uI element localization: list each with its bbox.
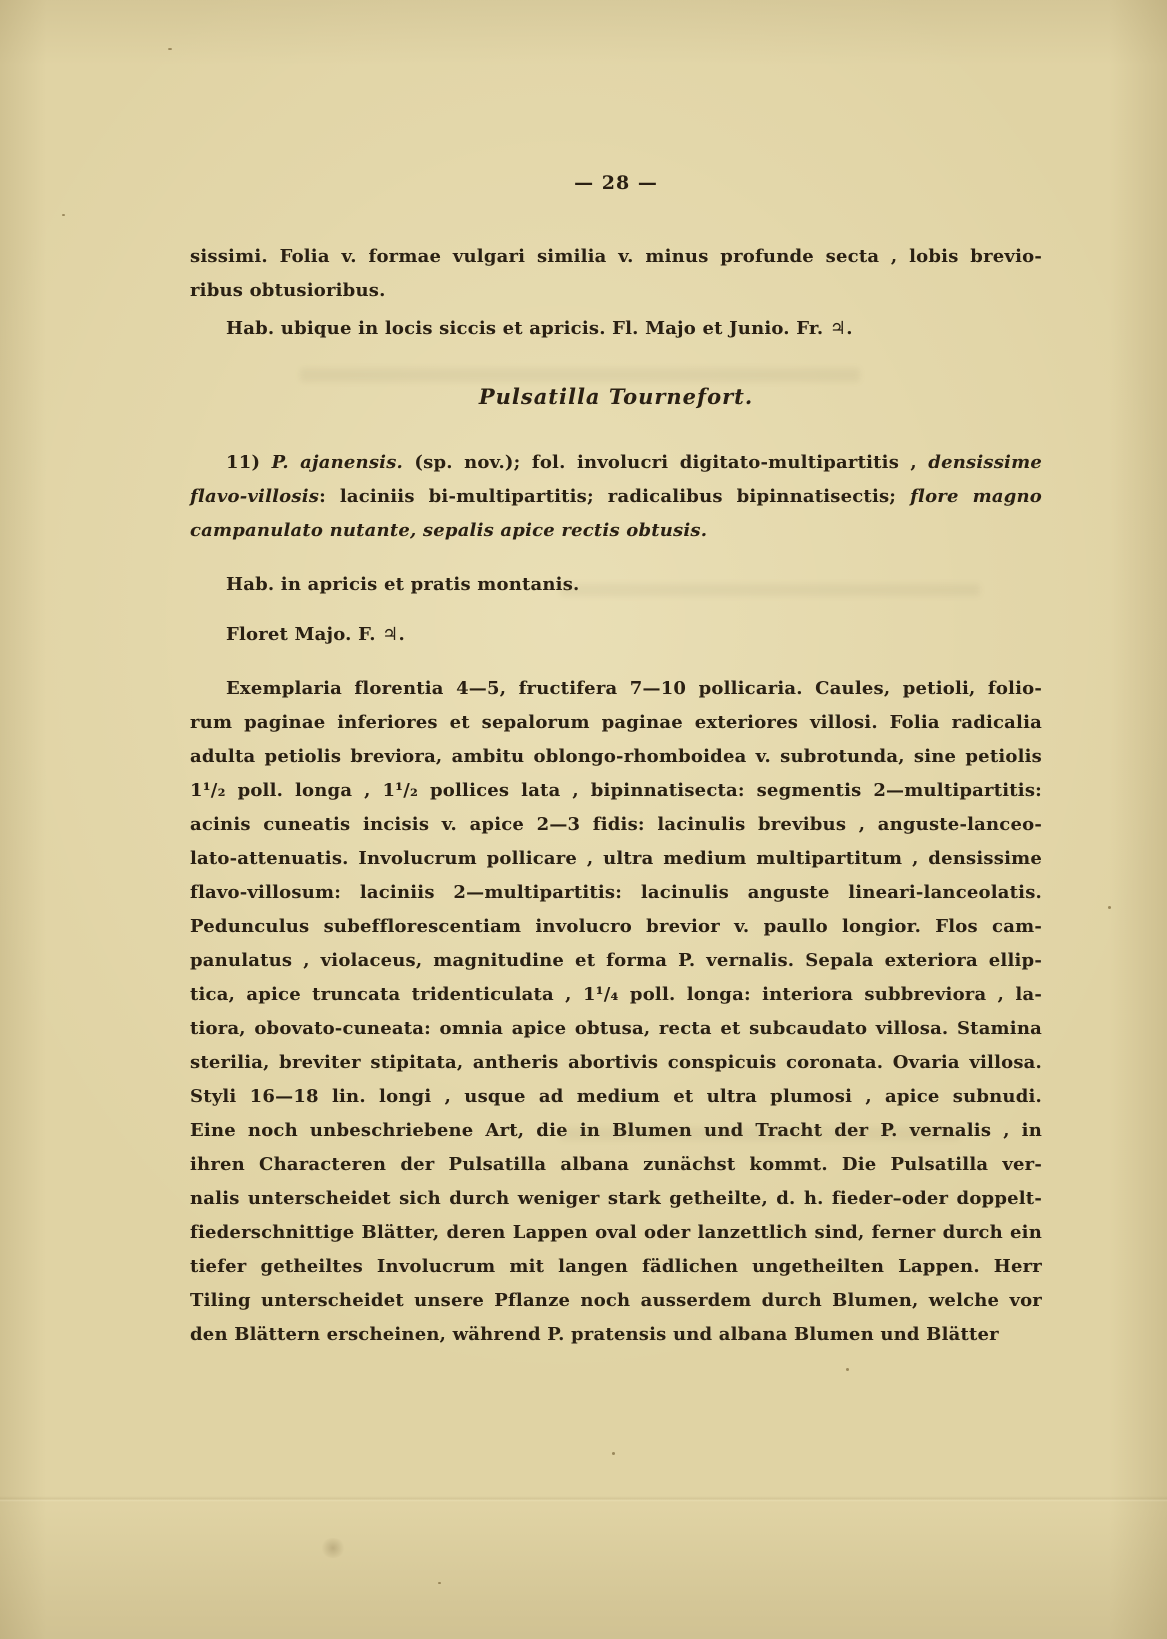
text-line xyxy=(190,480,1042,514)
floret-line xyxy=(190,618,1042,652)
species-diagnosis-paragraph xyxy=(190,446,1042,548)
page-number: — 28 — xyxy=(574,172,658,194)
paper-speck xyxy=(168,48,172,50)
text-line xyxy=(190,514,1042,548)
paper-crease xyxy=(0,1496,1167,1502)
text-line: adulta petiolis breviora, ambitu oblongo-rhomboidea v. subrotunda, sine petiolis xyxy=(190,746,1042,767)
text-line xyxy=(190,446,1042,480)
italic-text-segment: campanulato nutante, sepalis apice rectis obtusis. xyxy=(190,520,708,541)
text-line: 1¹/₂ poll. longa , 1¹/₂ pollices lata , bipinnatisecta: segmentis 2—multipartitis: xyxy=(190,780,1042,801)
text-line: tiora, obovato-cuneata: omnia apice obtusa, recta et subcaudato villosa. Stamina xyxy=(190,1018,1042,1039)
text-line: Hab. in apricis et pratis montanis. xyxy=(226,574,580,595)
habitat-ubique-line xyxy=(190,312,1042,346)
text-line: Styli 16—18 lin. longi , usque ad medium et ultra plumosi , apice subnudi. xyxy=(190,1086,1042,1107)
text-line: sissimi. Folia v. formae vulgari similia v. minus profunde secta , lobis brevio- xyxy=(190,246,1042,267)
text-segment: (sp. nov.); fol. involucri digitato-multipartitis , xyxy=(403,452,929,473)
text-line: Eine noch unbeschriebene Art, die in Blumen und Tracht der P. vernalis , in xyxy=(190,1120,1042,1141)
text-line: tica, apice truncata tridenticulata , 1¹/₄ poll. longa: interiora subbreviora , la- xyxy=(190,984,1042,1005)
text-line: tiefer getheiltes Involucrum mit langen fädlichen ungetheilten Lappen. Herr xyxy=(190,1256,1042,1277)
genus-heading: Pulsatilla Tournefort. xyxy=(478,384,754,409)
text-line: ribus obtusioribus. xyxy=(190,280,386,301)
paper-speck xyxy=(612,1452,615,1455)
description-paragraph xyxy=(190,672,1042,1352)
text-segment: : laciniis bi-multipartitis; radicalibus bipinnatisectis; xyxy=(319,486,911,507)
text-line: Pedunculus subefflorescentiam involucro brevior v. paullo longior. Flos cam- xyxy=(190,916,1042,937)
text-line: ihren Characteren der Pulsatilla albana zunächst kommt. Die Pulsatilla ver- xyxy=(190,1154,1042,1175)
text-line: flavo-villosum: laciniis 2—multipartitis: lacinulis anguste lineari-lanceolatis. xyxy=(190,882,1042,903)
text-line: sterilia, breviter stipitata, antheris abortivis conspicuis coronata. Ovaria villosa. xyxy=(190,1052,1042,1073)
text-line: Hab. ubique in locis siccis et apricis. Fl. Majo et Junio. Fr. ♃. xyxy=(226,318,853,339)
paper-speck xyxy=(846,1368,849,1371)
paper-speck xyxy=(438,1582,441,1584)
text-line: den Blättern erscheinen, während P. pratensis und albana Blumen und Blätter xyxy=(190,1324,999,1345)
text-line: Floret Majo. F. ♃. xyxy=(226,624,405,645)
italic-text-segment: flore magno xyxy=(910,486,1042,507)
italic-text-segment: flavo-villosis xyxy=(190,486,320,507)
paper-speck xyxy=(62,214,65,216)
italic-text-segment: P. ajanensis. xyxy=(271,452,404,473)
italic-text-segment: densissime xyxy=(928,452,1042,473)
text-line: rum paginae inferiores et sepalorum paginae exteriores villosi. Folia radicalia xyxy=(190,712,1042,733)
text-line: panulatus , violaceus, magnitudine et forma P. vernalis. Sepala exteriora ellip- xyxy=(190,950,1042,971)
show-through-ghost xyxy=(560,584,980,596)
text-segment: 11) xyxy=(226,452,272,473)
text-line: lato-attenuatis. Involucrum pollicare , ultra medium multipartitum , densissime xyxy=(190,848,1042,869)
show-through-ghost xyxy=(300,368,860,382)
paper-speck xyxy=(1108,906,1111,909)
text-line: Exemplaria florentia 4—5, fructifera 7—10 pollicaria. Caules, petioli, folio- xyxy=(226,678,1042,699)
show-through-ghost xyxy=(560,1128,960,1140)
text-line: Tiling unterscheidet unsere Pflanze noch ausserdem durch Blumen, welche vor xyxy=(190,1290,1042,1311)
text-line: nalis unterscheidet sich durch weniger stark getheilte, d. h. fieder–oder doppelt- xyxy=(190,1188,1042,1209)
paper-smudge xyxy=(320,1538,346,1558)
paragraph-continuation xyxy=(190,240,1042,308)
text-line: fiederschnittige Blätter, deren Lappen oval oder lanzettlich sind, ferner durch ein xyxy=(190,1222,1042,1243)
text-line: acinis cuneatis incisis v. apice 2—3 fidis: lacinulis brevibus , anguste-lanceo- xyxy=(190,814,1042,835)
